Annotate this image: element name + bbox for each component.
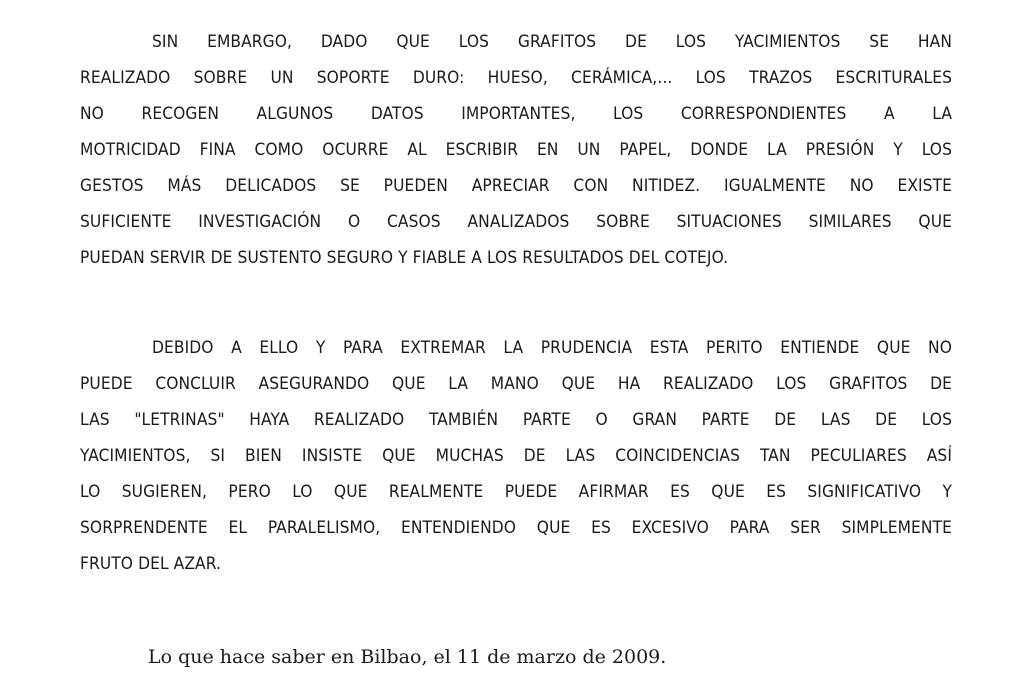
paragraph-2-line: LO SUGIEREN, PERO LO QUE REALMENTE PUEDE AFIRMAR ES QUE ES SIGNIFICATIVO Y (80, 482, 952, 502)
paragraph-2-line: YACIMIENTOS, SI BIEN INSISTE QUE MUCHAS DE LAS COINCIDENCIAS TAN PECULIARES ASÍ (80, 446, 952, 466)
paragraph-2-line: SORPRENDENTE EL PARALELISMO, ENTENDIENDO QUE ES EXCESIVO PARA SER SIMPLEMENTE (80, 518, 952, 538)
paragraph-1-line: REALIZADO SOBRE UN SOPORTE DURO: HUESO, CERÁMICA,... LOS TRAZOS ESCRITURALES (80, 68, 952, 88)
paragraph-2-line: FRUTO DEL AZAR. (80, 554, 221, 574)
paragraph-1 (80, 24, 952, 276)
paragraph-2-line: DEBIDO A ELLO Y PARA EXTREMAR LA PRUDENCIA ESTA PERITO ENTIENDE QUE NO (152, 338, 952, 358)
closing-statement: Lo que hace saber en Bilbao, el 11 de marzo de 2009. (148, 646, 667, 668)
paragraph-2-line: PUEDE CONCLUIR ASEGURANDO QUE LA MANO QUE HA REALIZADO LOS GRAFITOS DE (80, 374, 952, 394)
paragraph-1-line: MOTRICIDAD FINA COMO OCURRE AL ESCRIBIR EN UN PAPEL, DONDE LA PRESIÓN Y LOS (80, 140, 952, 160)
paragraph-1-line: PUEDAN SERVIR DE SUSTENTO SEGURO Y FIABLE A LOS RESULTADOS DEL COTEJO. (80, 248, 729, 268)
paragraph-1-line: NO RECOGEN ALGUNOS DATOS IMPORTANTES, LOS CORRESPONDIENTES A LA (80, 104, 952, 124)
paragraph-1-line: SIN EMBARGO, DADO QUE LOS GRAFITOS DE LOS YACIMIENTOS SE HAN (152, 32, 952, 52)
paragraph-2 (80, 330, 952, 582)
paragraph-1-line: GESTOS MÁS DELICADOS SE PUEDEN APRECIAR CON NITIDEZ. IGUALMENTE NO EXISTE (80, 176, 952, 196)
paragraph-2-line: LAS "LETRINAS" HAYA REALIZADO TAMBIÉN PARTE O GRAN PARTE DE LAS DE LOS (80, 410, 952, 430)
paragraph-1-line: SUFICIENTE INVESTIGACIÓN O CASOS ANALIZADOS SOBRE SITUACIONES SIMILARES QUE (80, 212, 952, 232)
